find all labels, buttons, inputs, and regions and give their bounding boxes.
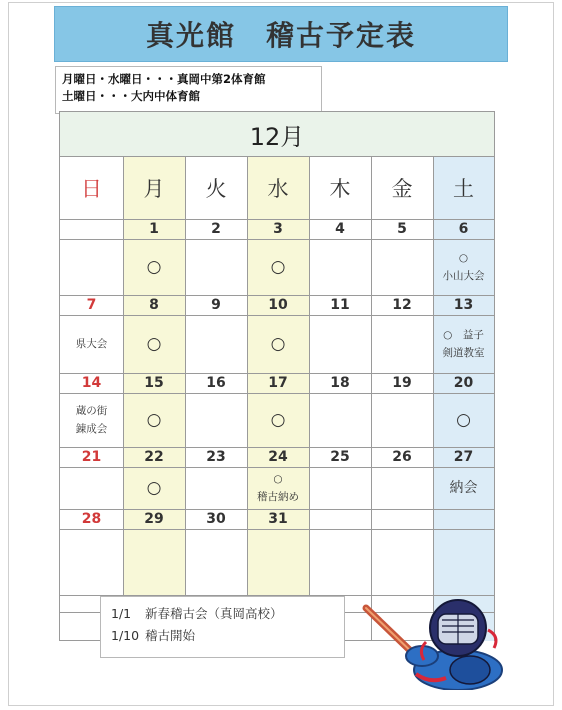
calendar-table — [59, 111, 495, 641]
event-cell: ○ — [146, 334, 162, 354]
event-cell: ○ 稽古納め — [257, 473, 299, 503]
event-cell: 県大会 — [75, 338, 108, 350]
event-cell — [309, 315, 371, 373]
event-cell — [60, 239, 123, 295]
date-number: 29 — [144, 511, 164, 527]
row-divider — [60, 315, 494, 316]
row-divider — [60, 295, 494, 296]
date-number: 8 — [149, 297, 159, 313]
date-number: 1 — [149, 221, 159, 237]
date-number — [60, 219, 123, 239]
note-item — [111, 625, 334, 647]
date-number: 23 — [206, 449, 226, 465]
date-number: 16 — [206, 375, 226, 391]
column-divider — [185, 157, 186, 641]
page-title: 真光館 稽古予定表 — [54, 6, 508, 62]
note-text: 新春稽古会（真岡高校） — [145, 606, 283, 621]
date-number: 14 — [81, 375, 102, 391]
row-divider — [60, 467, 494, 468]
event-cell — [371, 393, 433, 447]
date-number: 15 — [144, 375, 164, 391]
event-cell — [433, 529, 494, 595]
event-cell: 納会 — [449, 480, 478, 496]
event-cell: 蔵の街 錬成会 — [75, 405, 108, 435]
weekday-header: 日 — [81, 177, 102, 201]
event-cell — [185, 529, 247, 595]
column-divider — [371, 157, 372, 641]
event-cell — [60, 529, 123, 595]
event-cell — [371, 315, 433, 373]
date-number: 5 — [397, 221, 407, 237]
date-number: 13 — [453, 297, 474, 313]
weekday-header: 金 — [391, 177, 413, 201]
date-number — [309, 509, 371, 529]
event-cell — [309, 239, 371, 295]
event-cell: ○ — [270, 334, 286, 354]
date-number: 31 — [268, 511, 288, 527]
event-cell — [371, 239, 433, 295]
row-divider — [60, 393, 494, 394]
event-cell: ○ — [146, 478, 162, 498]
date-number: 6 — [458, 221, 469, 237]
date-number: 12 — [392, 297, 412, 313]
event-cell: ○ 益子 剣道教室 — [442, 329, 485, 359]
column-divider — [123, 157, 124, 641]
row-divider — [60, 529, 494, 530]
event-cell: ○ — [456, 410, 471, 430]
weekday-header: 土 — [453, 177, 474, 201]
date-number: 11 — [330, 297, 350, 313]
event-cell — [185, 239, 247, 295]
notes-box — [100, 596, 345, 658]
date-number: 2 — [211, 221, 221, 237]
weekday-header: 水 — [267, 177, 289, 201]
row-divider — [60, 509, 494, 510]
event-cell — [371, 467, 433, 509]
note-date: 1/1 — [111, 606, 132, 621]
event-cell — [309, 467, 371, 509]
column-divider — [247, 157, 248, 641]
weekday-header: 月 — [143, 177, 165, 201]
date-number: 4 — [335, 221, 345, 237]
date-number: 17 — [268, 375, 288, 391]
row-divider — [60, 239, 494, 240]
event-cell: ○ — [146, 257, 162, 277]
note-text: 稽古開始 — [145, 628, 196, 643]
event-cell — [247, 529, 309, 595]
weekday-header: 火 — [205, 177, 227, 201]
date-number: 3 — [273, 221, 283, 237]
event-cell — [309, 393, 371, 447]
event-cell — [371, 529, 433, 595]
note-date: 1/10 — [111, 628, 140, 643]
date-number: 22 — [144, 449, 164, 465]
date-number: 20 — [453, 375, 474, 391]
event-cell — [123, 529, 185, 595]
venue-info — [55, 66, 322, 114]
event-cell — [185, 393, 247, 447]
event-cell: ○ 小山大会 — [442, 252, 485, 282]
venue-line: 土曜日・・・大内中体育館 — [62, 89, 200, 103]
event-cell: ○ — [270, 410, 286, 430]
kendo-mascot-icon — [358, 590, 518, 690]
weekday-header: 木 — [329, 177, 351, 201]
venue-line: 月曜日・水曜日・・・真岡中第2体育館 — [62, 72, 266, 86]
event-cell — [60, 467, 123, 509]
date-number: 24 — [268, 449, 288, 465]
row-divider — [60, 219, 494, 220]
date-number: 18 — [330, 375, 350, 391]
date-number: 21 — [81, 449, 102, 465]
month-title: 12月 — [60, 112, 494, 157]
event-cell — [185, 315, 247, 373]
date-number: 9 — [211, 297, 221, 313]
date-number: 7 — [86, 297, 97, 313]
row-divider — [60, 373, 494, 374]
date-number: 28 — [81, 511, 102, 527]
note-item — [111, 603, 334, 625]
date-number: 19 — [392, 375, 412, 391]
event-cell — [185, 467, 247, 509]
date-number: 27 — [453, 449, 474, 465]
date-number — [371, 509, 433, 529]
date-number: 10 — [268, 297, 288, 313]
date-number: 25 — [330, 449, 350, 465]
row-divider — [60, 447, 494, 448]
column-divider — [309, 157, 310, 641]
date-number: 30 — [206, 511, 226, 527]
event-cell: ○ — [270, 257, 286, 277]
column-divider — [433, 157, 434, 641]
event-cell: ○ — [146, 410, 162, 430]
event-cell — [309, 529, 371, 595]
date-number: 26 — [392, 449, 412, 465]
date-number — [433, 509, 494, 529]
